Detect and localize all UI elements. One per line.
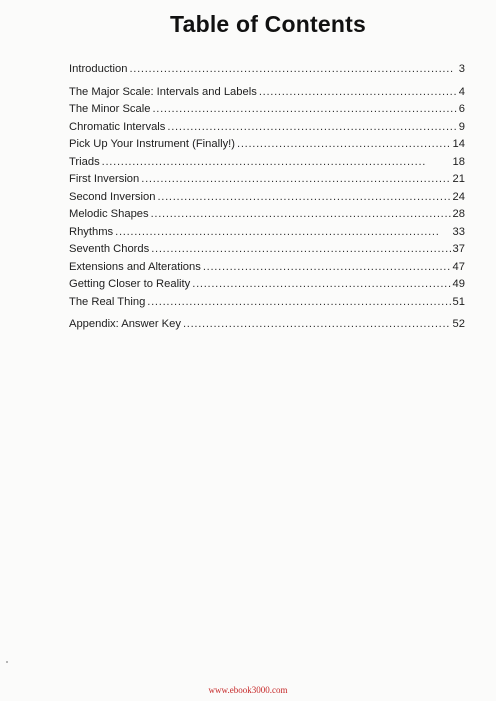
toc-entry-chromatic-intervals (69, 119, 465, 137)
toc-entry-page: 3 (458, 63, 465, 75)
footer-link[interactable]: www.ebook3000.com (208, 685, 288, 695)
dot-leader (237, 136, 451, 154)
toc-entry-page: 4 (458, 85, 465, 98)
toc-entry-label: First Inversion (69, 173, 140, 185)
toc-entry-label: Extensions and Alterations (69, 260, 201, 273)
toc-entry-getting-closer (69, 276, 465, 294)
page-title: Table of Contents (170, 11, 366, 37)
dot-leader (129, 61, 456, 79)
table-of-contents (69, 61, 465, 334)
toc-entry-introduction (69, 61, 465, 79)
dot-leader (192, 276, 450, 294)
toc-entry-first-inversion (69, 171, 465, 189)
toc-entry-label: The Real Thing (69, 295, 146, 308)
toc-entry-label: Pick Up Your Instrument (Finally!) (69, 138, 236, 150)
toc-entry-major-scale (69, 84, 465, 102)
dot-leader (151, 206, 451, 224)
scan-speck (6, 661, 8, 663)
toc-entry-real-thing (69, 294, 465, 312)
toc-entry-extensions-alterations (69, 259, 465, 277)
toc-entry-page: 6 (458, 103, 465, 115)
toc-entry-page: 33 (452, 225, 465, 238)
dot-leader (157, 189, 450, 207)
toc-entry-page: 49 (452, 278, 465, 290)
toc-entry-minor-scale (69, 101, 465, 119)
toc-entry-page: 52 (452, 318, 465, 330)
toc-entry-page: 47 (452, 260, 465, 273)
dot-leader (203, 259, 451, 277)
toc-entry-page: 28 (452, 208, 465, 220)
toc-entry-appendix (69, 316, 465, 334)
toc-entry-page: 51 (452, 295, 465, 308)
toc-entry-page: 14 (452, 138, 465, 150)
dot-leader (115, 224, 450, 242)
toc-entry-label: Triads (69, 155, 100, 168)
toc-entry-label: Melodic Shapes (69, 208, 149, 220)
toc-entry-rhythms (69, 224, 465, 242)
toc-entry-label: Seventh Chords (69, 243, 150, 255)
dot-leader (151, 241, 450, 259)
toc-entry-label: Introduction (69, 63, 128, 75)
dot-leader (147, 294, 450, 312)
toc-entry-label: Rhythms (69, 225, 114, 238)
toc-entry-label: The Minor Scale (69, 103, 151, 115)
dot-leader (183, 316, 451, 334)
toc-entry-label: The Major Scale: Intervals and Labels (69, 85, 257, 98)
toc-entry-melodic-shapes (69, 206, 465, 224)
toc-entry-page: 21 (452, 173, 465, 185)
toc-entry-label: Appendix: Answer Key (69, 318, 181, 330)
toc-entry-page: 37 (452, 243, 465, 255)
toc-entry-label: Chromatic Intervals (69, 120, 166, 133)
dot-leader (102, 154, 451, 172)
toc-entry-label: Second Inversion (69, 190, 156, 203)
toc-entry-seventh-chords (69, 241, 465, 259)
toc-entry-pick-up-instrument (69, 136, 465, 154)
toc-entry-triads (69, 154, 465, 172)
toc-entry-label: Getting Closer to Reality (69, 278, 191, 290)
dot-leader (167, 119, 456, 137)
toc-entry-second-inversion (69, 189, 465, 207)
dot-leader (259, 84, 457, 102)
toc-entry-page: 18 (452, 155, 465, 168)
toc-entry-page: 24 (452, 190, 465, 203)
toc-entry-page: 9 (458, 120, 465, 133)
dot-leader (152, 101, 456, 119)
dot-leader (141, 171, 450, 189)
